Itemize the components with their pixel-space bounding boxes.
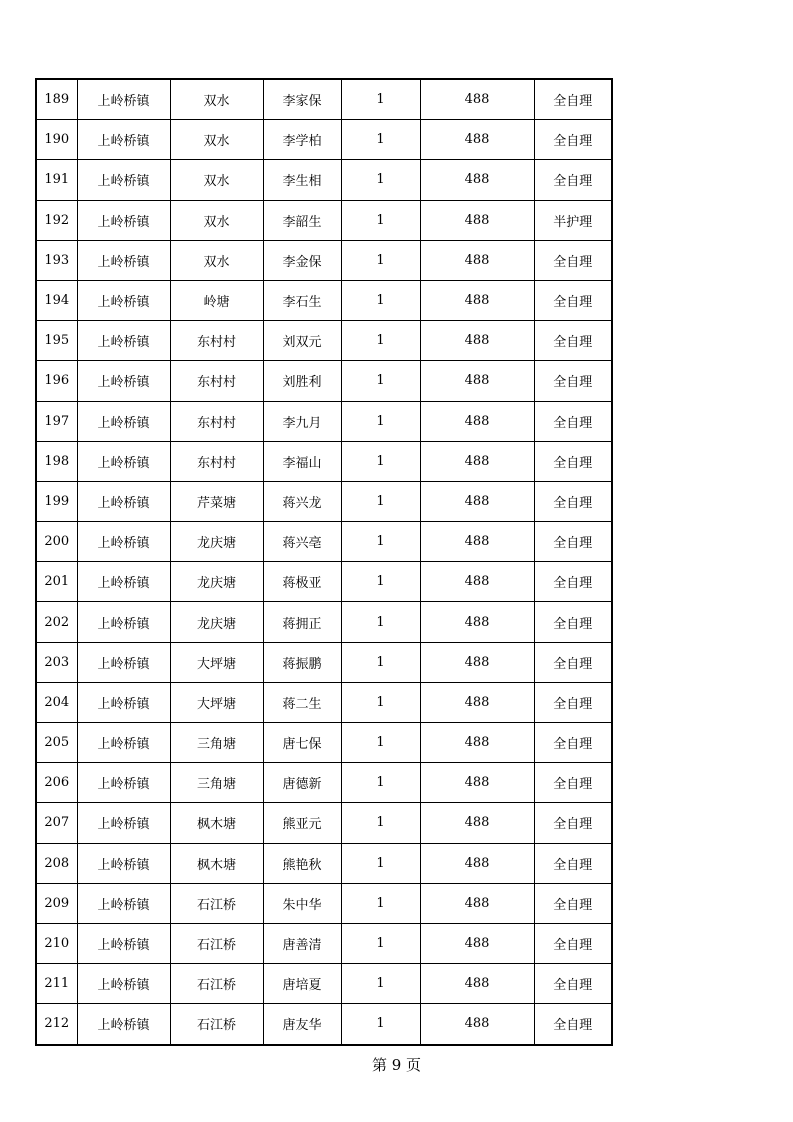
amount-cell: 488 bbox=[420, 1004, 534, 1045]
count-cell: 1 bbox=[341, 120, 420, 160]
care-type-cell: 全自理 bbox=[534, 964, 612, 1004]
care-type-cell: 半护理 bbox=[534, 200, 612, 240]
count-cell: 1 bbox=[341, 160, 420, 200]
town-cell: 上岭桥镇 bbox=[77, 280, 170, 320]
town-cell: 上岭桥镇 bbox=[77, 321, 170, 361]
village-cell: 枫木塘 bbox=[170, 803, 263, 843]
table-row bbox=[36, 642, 612, 682]
care-type-cell: 全自理 bbox=[534, 401, 612, 441]
amount-cell: 488 bbox=[420, 200, 534, 240]
table-row bbox=[36, 401, 612, 441]
serial-number-cell: 208 bbox=[36, 843, 77, 883]
amount-cell: 488 bbox=[420, 602, 534, 642]
table-row bbox=[36, 160, 612, 200]
count-cell: 1 bbox=[341, 763, 420, 803]
serial-number-cell: 209 bbox=[36, 883, 77, 923]
village-cell: 岭塘 bbox=[170, 280, 263, 320]
town-cell: 上岭桥镇 bbox=[77, 682, 170, 722]
serial-number-cell: 205 bbox=[36, 723, 77, 763]
care-type-cell: 全自理 bbox=[534, 280, 612, 320]
table-row bbox=[36, 361, 612, 401]
town-cell: 上岭桥镇 bbox=[77, 120, 170, 160]
care-type-cell: 全自理 bbox=[534, 923, 612, 963]
village-cell: 龙庆塘 bbox=[170, 562, 263, 602]
name-cell: 刘双元 bbox=[263, 321, 341, 361]
amount-cell: 488 bbox=[420, 321, 534, 361]
name-cell: 李金保 bbox=[263, 240, 341, 280]
care-type-cell: 全自理 bbox=[534, 723, 612, 763]
village-cell: 三角塘 bbox=[170, 763, 263, 803]
name-cell: 李家保 bbox=[263, 79, 341, 120]
count-cell: 1 bbox=[341, 200, 420, 240]
amount-cell: 488 bbox=[420, 642, 534, 682]
name-cell: 蒋振鹏 bbox=[263, 642, 341, 682]
amount-cell: 488 bbox=[420, 843, 534, 883]
count-cell: 1 bbox=[341, 280, 420, 320]
name-cell: 刘胜利 bbox=[263, 361, 341, 401]
village-cell: 大坪塘 bbox=[170, 642, 263, 682]
town-cell: 上岭桥镇 bbox=[77, 642, 170, 682]
amount-cell: 488 bbox=[420, 682, 534, 722]
village-cell: 双水 bbox=[170, 200, 263, 240]
village-cell: 石江桥 bbox=[170, 1004, 263, 1045]
serial-number-cell: 203 bbox=[36, 642, 77, 682]
village-cell: 石江桥 bbox=[170, 923, 263, 963]
care-type-cell: 全自理 bbox=[534, 883, 612, 923]
town-cell: 上岭桥镇 bbox=[77, 964, 170, 1004]
count-cell: 1 bbox=[341, 321, 420, 361]
care-type-cell: 全自理 bbox=[534, 120, 612, 160]
serial-number-cell: 200 bbox=[36, 522, 77, 562]
amount-cell: 488 bbox=[420, 401, 534, 441]
name-cell: 熊艳秋 bbox=[263, 843, 341, 883]
care-type-cell: 全自理 bbox=[534, 763, 612, 803]
serial-number-cell: 189 bbox=[36, 79, 77, 120]
serial-number-cell: 201 bbox=[36, 562, 77, 602]
table-row bbox=[36, 964, 612, 1004]
table-row bbox=[36, 562, 612, 602]
amount-cell: 488 bbox=[420, 361, 534, 401]
town-cell: 上岭桥镇 bbox=[77, 562, 170, 602]
amount-cell: 488 bbox=[420, 79, 534, 120]
count-cell: 1 bbox=[341, 682, 420, 722]
town-cell: 上岭桥镇 bbox=[77, 723, 170, 763]
amount-cell: 488 bbox=[420, 120, 534, 160]
town-cell: 上岭桥镇 bbox=[77, 160, 170, 200]
amount-cell: 488 bbox=[420, 481, 534, 521]
table-row bbox=[36, 441, 612, 481]
town-cell: 上岭桥镇 bbox=[77, 481, 170, 521]
village-cell: 石江桥 bbox=[170, 883, 263, 923]
name-cell: 熊亚元 bbox=[263, 803, 341, 843]
name-cell: 唐七保 bbox=[263, 723, 341, 763]
count-cell: 1 bbox=[341, 602, 420, 642]
village-cell: 双水 bbox=[170, 160, 263, 200]
table-row bbox=[36, 120, 612, 160]
care-type-cell: 全自理 bbox=[534, 602, 612, 642]
name-cell: 蒋兴亳 bbox=[263, 522, 341, 562]
serial-number-cell: 199 bbox=[36, 481, 77, 521]
table-row bbox=[36, 923, 612, 963]
village-cell: 枫木塘 bbox=[170, 843, 263, 883]
town-cell: 上岭桥镇 bbox=[77, 1004, 170, 1045]
serial-number-cell: 193 bbox=[36, 240, 77, 280]
village-cell: 东村村 bbox=[170, 401, 263, 441]
table-row bbox=[36, 682, 612, 722]
name-cell: 李生相 bbox=[263, 160, 341, 200]
count-cell: 1 bbox=[341, 522, 420, 562]
village-cell: 石江桥 bbox=[170, 964, 263, 1004]
town-cell: 上岭桥镇 bbox=[77, 522, 170, 562]
table-row bbox=[36, 240, 612, 280]
name-cell: 蒋极亚 bbox=[263, 562, 341, 602]
amount-cell: 488 bbox=[420, 883, 534, 923]
village-cell: 双水 bbox=[170, 120, 263, 160]
care-type-cell: 全自理 bbox=[534, 441, 612, 481]
amount-cell: 488 bbox=[420, 240, 534, 280]
serial-number-cell: 211 bbox=[36, 964, 77, 1004]
serial-number-cell: 207 bbox=[36, 803, 77, 843]
care-type-cell: 全自理 bbox=[534, 321, 612, 361]
table-row bbox=[36, 803, 612, 843]
table-row bbox=[36, 883, 612, 923]
name-cell: 唐培夏 bbox=[263, 964, 341, 1004]
table-row bbox=[36, 843, 612, 883]
care-type-cell: 全自理 bbox=[534, 481, 612, 521]
name-cell: 蒋拥正 bbox=[263, 602, 341, 642]
table-body bbox=[36, 79, 612, 1045]
amount-cell: 488 bbox=[420, 763, 534, 803]
name-cell: 李韶生 bbox=[263, 200, 341, 240]
village-cell: 龙庆塘 bbox=[170, 602, 263, 642]
serial-number-cell: 198 bbox=[36, 441, 77, 481]
name-cell: 李学柏 bbox=[263, 120, 341, 160]
count-cell: 1 bbox=[341, 441, 420, 481]
name-cell: 李九月 bbox=[263, 401, 341, 441]
name-cell: 李福山 bbox=[263, 441, 341, 481]
amount-cell: 488 bbox=[420, 964, 534, 1004]
table-row bbox=[36, 200, 612, 240]
name-cell: 蒋兴龙 bbox=[263, 481, 341, 521]
amount-cell: 488 bbox=[420, 723, 534, 763]
village-cell: 东村村 bbox=[170, 321, 263, 361]
amount-cell: 488 bbox=[420, 562, 534, 602]
serial-number-cell: 197 bbox=[36, 401, 77, 441]
records-table bbox=[35, 78, 613, 1046]
serial-number-cell: 190 bbox=[36, 120, 77, 160]
table-row bbox=[36, 522, 612, 562]
town-cell: 上岭桥镇 bbox=[77, 240, 170, 280]
village-cell: 东村村 bbox=[170, 441, 263, 481]
village-cell: 东村村 bbox=[170, 361, 263, 401]
care-type-cell: 全自理 bbox=[534, 642, 612, 682]
count-cell: 1 bbox=[341, 843, 420, 883]
town-cell: 上岭桥镇 bbox=[77, 79, 170, 120]
care-type-cell: 全自理 bbox=[534, 682, 612, 722]
serial-number-cell: 210 bbox=[36, 923, 77, 963]
amount-cell: 488 bbox=[420, 803, 534, 843]
town-cell: 上岭桥镇 bbox=[77, 883, 170, 923]
serial-number-cell: 202 bbox=[36, 602, 77, 642]
count-cell: 1 bbox=[341, 803, 420, 843]
serial-number-cell: 194 bbox=[36, 280, 77, 320]
village-cell: 大坪塘 bbox=[170, 682, 263, 722]
count-cell: 1 bbox=[341, 79, 420, 120]
name-cell: 唐友华 bbox=[263, 1004, 341, 1045]
village-cell: 双水 bbox=[170, 79, 263, 120]
town-cell: 上岭桥镇 bbox=[77, 843, 170, 883]
amount-cell: 488 bbox=[420, 522, 534, 562]
care-type-cell: 全自理 bbox=[534, 240, 612, 280]
count-cell: 1 bbox=[341, 361, 420, 401]
village-cell: 芹菜塘 bbox=[170, 481, 263, 521]
town-cell: 上岭桥镇 bbox=[77, 602, 170, 642]
town-cell: 上岭桥镇 bbox=[77, 200, 170, 240]
table-row bbox=[36, 79, 612, 120]
serial-number-cell: 196 bbox=[36, 361, 77, 401]
town-cell: 上岭桥镇 bbox=[77, 763, 170, 803]
care-type-cell: 全自理 bbox=[534, 79, 612, 120]
count-cell: 1 bbox=[341, 923, 420, 963]
serial-number-cell: 195 bbox=[36, 321, 77, 361]
table-row bbox=[36, 763, 612, 803]
care-type-cell: 全自理 bbox=[534, 562, 612, 602]
serial-number-cell: 204 bbox=[36, 682, 77, 722]
serial-number-cell: 206 bbox=[36, 763, 77, 803]
town-cell: 上岭桥镇 bbox=[77, 803, 170, 843]
count-cell: 1 bbox=[341, 642, 420, 682]
amount-cell: 488 bbox=[420, 160, 534, 200]
count-cell: 1 bbox=[341, 723, 420, 763]
care-type-cell: 全自理 bbox=[534, 1004, 612, 1045]
count-cell: 1 bbox=[341, 401, 420, 441]
name-cell: 李石生 bbox=[263, 280, 341, 320]
village-cell: 龙庆塘 bbox=[170, 522, 263, 562]
name-cell: 唐德新 bbox=[263, 763, 341, 803]
care-type-cell: 全自理 bbox=[534, 803, 612, 843]
table-row bbox=[36, 602, 612, 642]
serial-number-cell: 191 bbox=[36, 160, 77, 200]
table-row bbox=[36, 723, 612, 763]
town-cell: 上岭桥镇 bbox=[77, 441, 170, 481]
amount-cell: 488 bbox=[420, 280, 534, 320]
care-type-cell: 全自理 bbox=[534, 522, 612, 562]
name-cell: 朱中华 bbox=[263, 883, 341, 923]
serial-number-cell: 212 bbox=[36, 1004, 77, 1045]
village-cell: 三角塘 bbox=[170, 723, 263, 763]
count-cell: 1 bbox=[341, 562, 420, 602]
table-row bbox=[36, 321, 612, 361]
name-cell: 唐善清 bbox=[263, 923, 341, 963]
count-cell: 1 bbox=[341, 1004, 420, 1045]
town-cell: 上岭桥镇 bbox=[77, 361, 170, 401]
care-type-cell: 全自理 bbox=[534, 160, 612, 200]
serial-number-cell: 192 bbox=[36, 200, 77, 240]
name-cell: 蒋二生 bbox=[263, 682, 341, 722]
table-row bbox=[36, 481, 612, 521]
table-row bbox=[36, 1004, 612, 1045]
count-cell: 1 bbox=[341, 883, 420, 923]
count-cell: 1 bbox=[341, 240, 420, 280]
town-cell: 上岭桥镇 bbox=[77, 401, 170, 441]
table-row bbox=[36, 280, 612, 320]
count-cell: 1 bbox=[341, 964, 420, 1004]
count-cell: 1 bbox=[341, 481, 420, 521]
town-cell: 上岭桥镇 bbox=[77, 923, 170, 963]
village-cell: 双水 bbox=[170, 240, 263, 280]
amount-cell: 488 bbox=[420, 923, 534, 963]
care-type-cell: 全自理 bbox=[534, 843, 612, 883]
page-number: 第 9 页 bbox=[371, 1056, 422, 1074]
amount-cell: 488 bbox=[420, 441, 534, 481]
care-type-cell: 全自理 bbox=[534, 361, 612, 401]
